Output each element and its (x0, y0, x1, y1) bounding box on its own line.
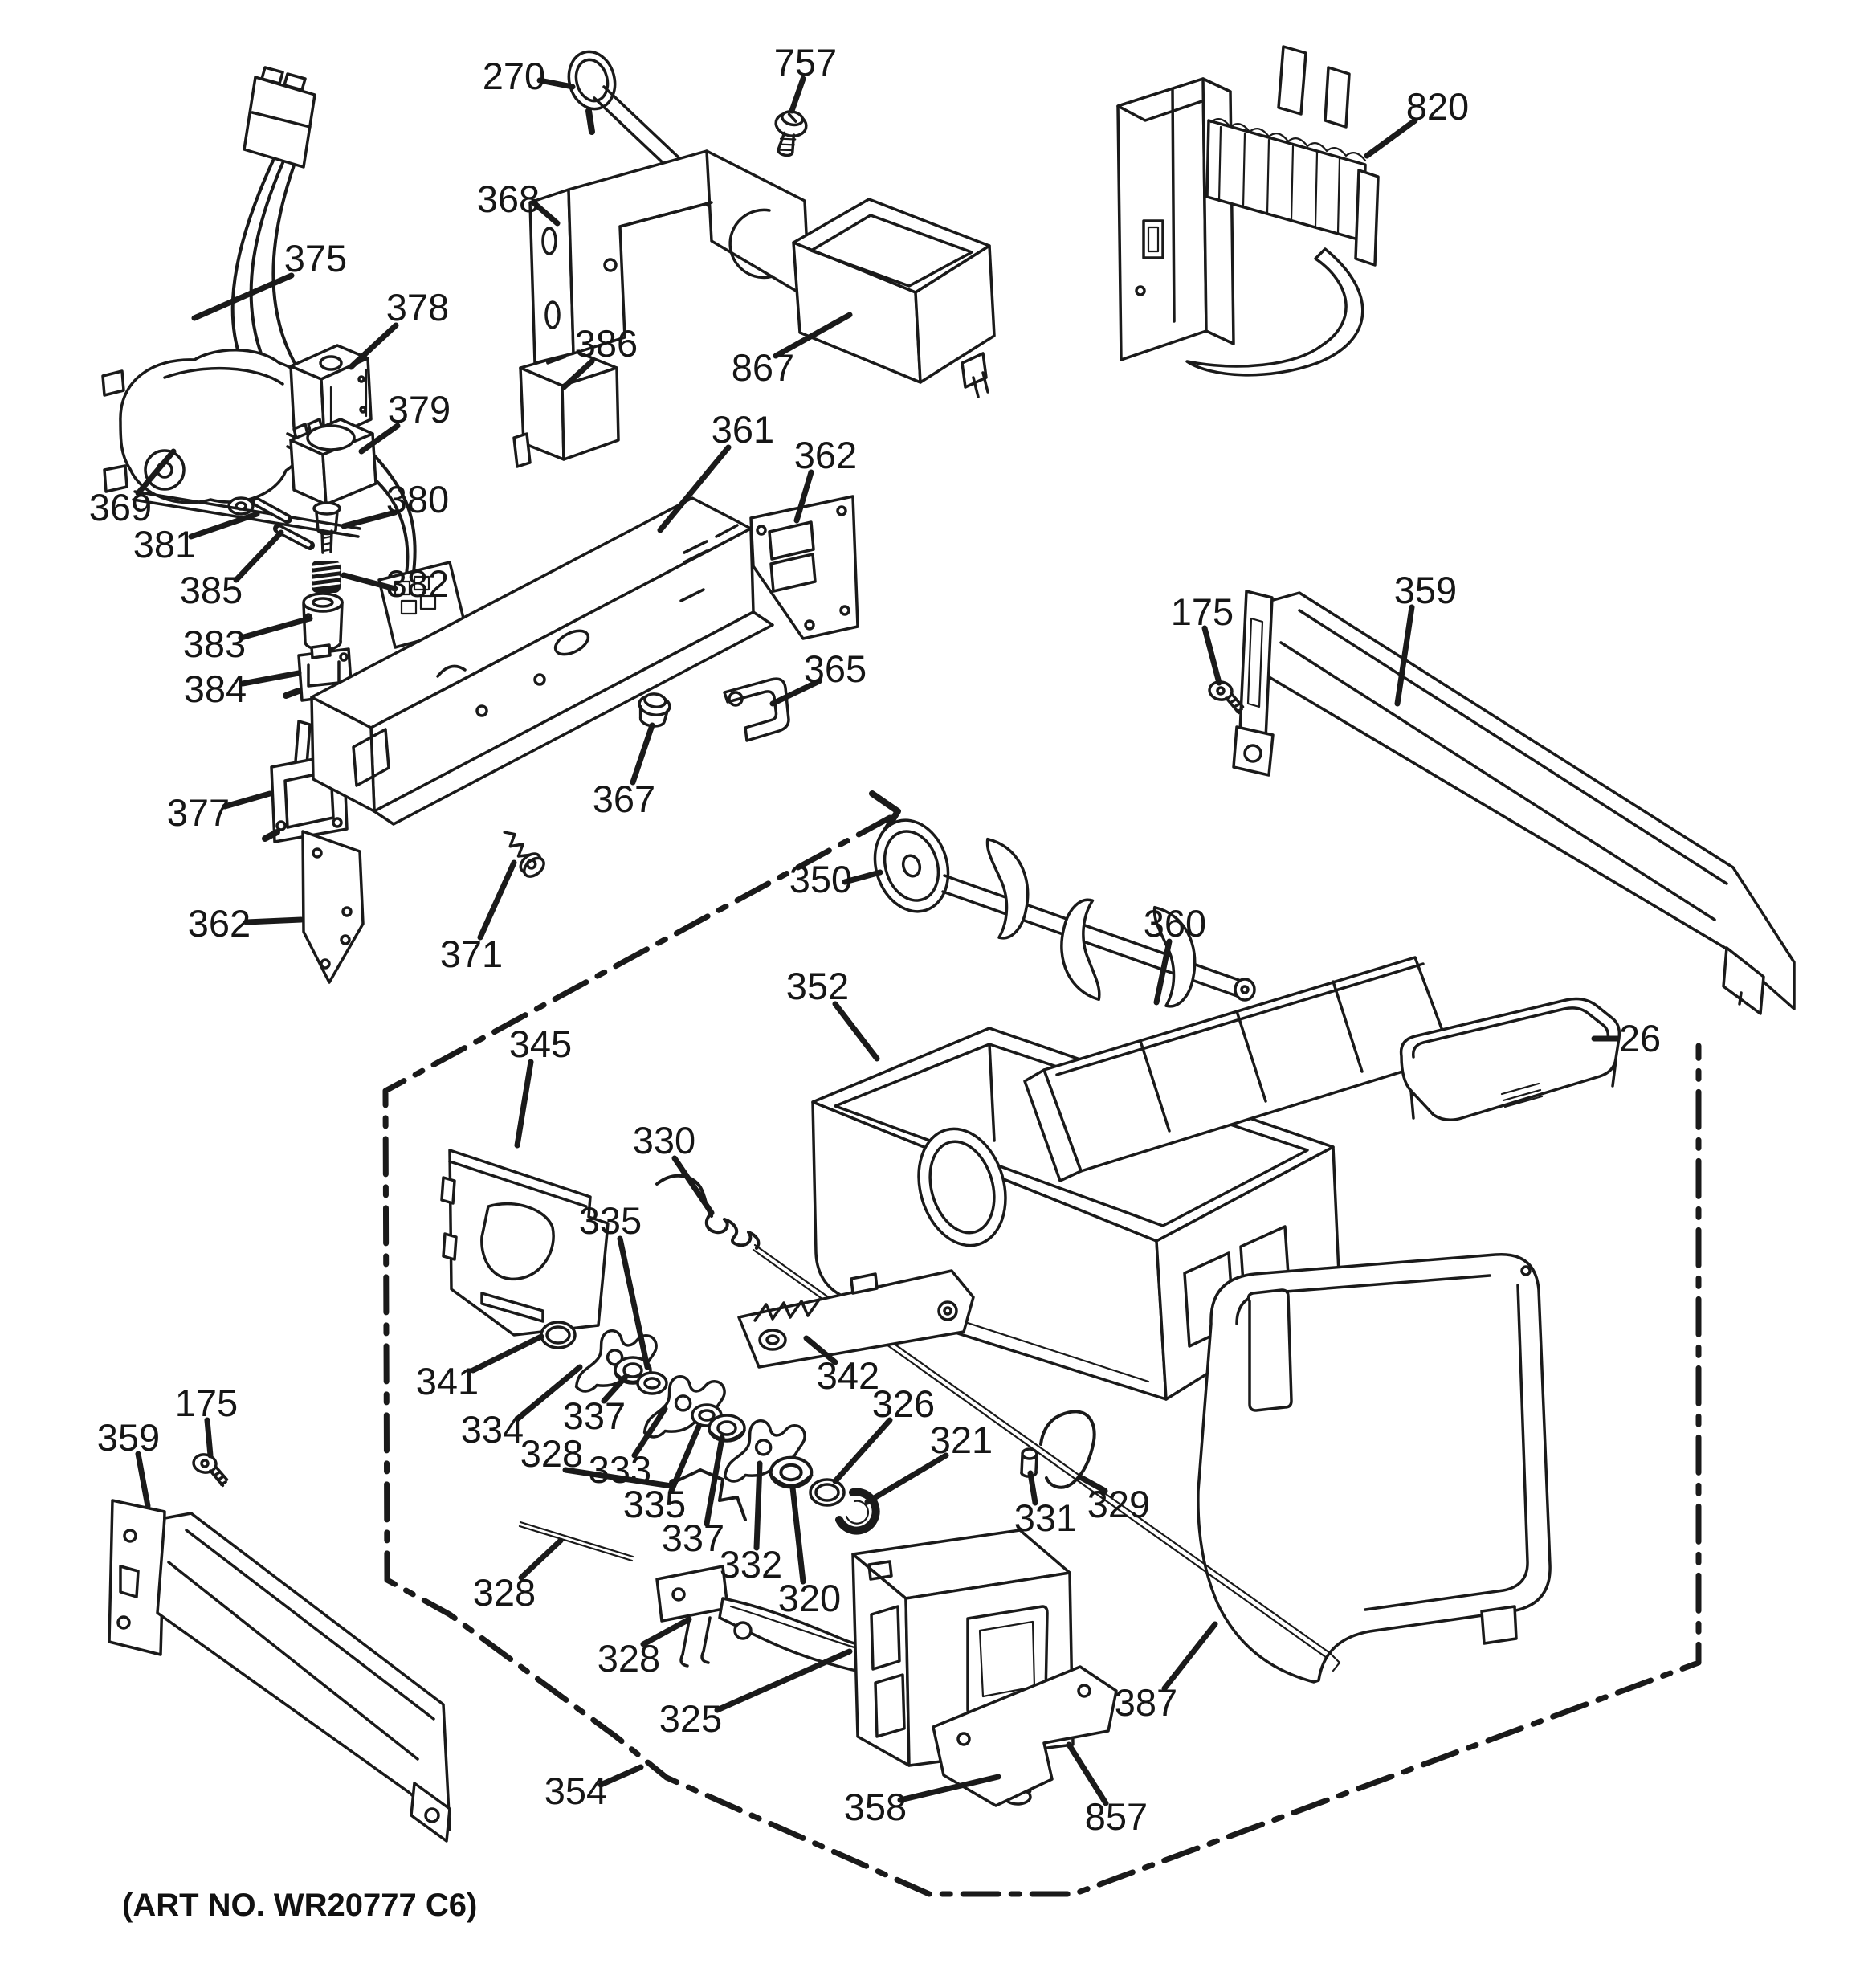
part-number-label: 352 (785, 965, 850, 1007)
part-number-label: 341 (415, 1360, 479, 1402)
leader-line (633, 725, 652, 782)
part-rod-328b (520, 1522, 633, 1561)
part-number-label: 342 (816, 1354, 880, 1397)
leader-line (191, 514, 257, 537)
part-callout-320 (778, 1488, 841, 1619)
part-callout-384 (184, 667, 299, 710)
part-number-label: 328 (520, 1432, 584, 1475)
part-number-label: 328 (597, 1637, 661, 1680)
part-callout-362 (188, 902, 301, 945)
part-callout-270 (483, 55, 573, 97)
part-callout-375 (194, 237, 347, 318)
part-callout-175 (1171, 590, 1234, 683)
part-oring-341 (541, 1322, 575, 1348)
leader-line (793, 1488, 803, 1582)
part-oring-326 (810, 1480, 844, 1505)
part-callout-341 (416, 1337, 541, 1402)
part-callout-345 (509, 1023, 572, 1145)
part-plunger-380 (314, 503, 340, 553)
part-clip-365 (724, 679, 789, 741)
part-number-label: 359 (96, 1416, 161, 1459)
part-number-label: 345 (508, 1023, 573, 1065)
part-spring-382 (312, 561, 341, 593)
part-number-label: 330 (632, 1119, 696, 1161)
part-number-label: 371 (439, 933, 504, 975)
part-bin-867 (793, 199, 994, 397)
part-panel-345 (442, 1150, 608, 1335)
part-number-label: 337 (562, 1394, 626, 1437)
part-callout-350 (789, 858, 880, 900)
part-rail-359-right (1234, 591, 1794, 1014)
part-callout-379 (361, 388, 451, 451)
part-cover-387 (1198, 1255, 1550, 1682)
part-callout-757 (774, 41, 837, 111)
part-bracket-368 (530, 151, 810, 363)
leader-line (241, 618, 310, 638)
part-number-label: 360 (1143, 902, 1207, 945)
leader-line (138, 1454, 148, 1506)
part-number-label: 354 (544, 1770, 608, 1812)
part-actuator-342 (739, 1271, 973, 1367)
part-screw-757 (769, 108, 809, 158)
leader-line (247, 920, 301, 922)
part-number-label: 369 (88, 486, 153, 529)
part-number-label: 331 (1014, 1496, 1078, 1539)
part-callout-328 (598, 1619, 689, 1680)
part-callout-367 (593, 725, 655, 820)
part-number-label: 361 (711, 408, 775, 451)
part-callout-387 (1115, 1624, 1215, 1724)
part-callout-354 (544, 1767, 641, 1812)
part-bolt-367 (637, 692, 671, 728)
part-number-label: 383 (182, 623, 247, 665)
part-number-label: 757 (773, 41, 838, 84)
part-callout-328 (473, 1541, 561, 1614)
part-number-label: 867 (731, 346, 795, 389)
part-callout-371 (440, 863, 514, 975)
leader-line (207, 1420, 210, 1455)
part-number-label: 381 (133, 523, 197, 565)
leader-line (867, 1455, 946, 1502)
part-number-label: 368 (476, 178, 540, 220)
leader-line (236, 533, 281, 580)
part-number-label: 382 (385, 562, 450, 605)
part-number-label: 335 (622, 1483, 687, 1525)
leader-line (243, 673, 299, 684)
part-callout-352 (786, 965, 877, 1059)
part-number-label: 384 (183, 667, 247, 710)
part-callout-383 (183, 618, 310, 665)
part-number-label: 820 (1405, 85, 1470, 128)
part-callout-359 (97, 1416, 160, 1506)
part-number-label: 175 (1170, 590, 1234, 633)
part-callout-378 (351, 286, 449, 367)
part-number-label: 350 (789, 858, 853, 900)
part-number-label: 378 (385, 286, 450, 329)
part-number-label: 270 (482, 55, 546, 97)
leader-line (473, 1337, 541, 1370)
part-callout-377 (167, 791, 270, 834)
part-number-label: 380 (385, 478, 450, 520)
part-number-label: 857 (1084, 1795, 1148, 1838)
part-number-label: 334 (460, 1408, 524, 1451)
part-number-label: 359 (1393, 569, 1458, 611)
part-callout-382 (344, 562, 449, 605)
part-callout-857 (1069, 1745, 1148, 1838)
parts-artwork (103, 47, 1794, 1894)
leader-line (757, 1463, 760, 1548)
part-callout-358 (844, 1777, 998, 1828)
leader-line (517, 1062, 531, 1145)
part-number-label: 379 (387, 388, 451, 431)
part-bushing-320 (771, 1458, 812, 1488)
part-callout-175 (175, 1382, 238, 1455)
part-number-label: 385 (179, 569, 243, 611)
part-number-label: 387 (1114, 1681, 1178, 1724)
part-pin-381 (255, 501, 288, 519)
leader-line (835, 1004, 877, 1059)
part-number-label: 386 (574, 322, 638, 365)
part-number-label: 321 (929, 1419, 993, 1461)
part-number-label: 329 (1087, 1483, 1151, 1525)
part-number-label: 333 (588, 1448, 652, 1491)
part-number-label: 320 (777, 1577, 842, 1619)
part-callout-820 (1367, 85, 1469, 156)
part-screw-371 (496, 825, 548, 880)
part-number-label: 367 (592, 778, 656, 820)
part-callout-365 (773, 647, 867, 704)
part-plate-362-right (751, 496, 858, 639)
part-number-label: 335 (578, 1199, 642, 1242)
leader-line (792, 79, 803, 111)
leader-line (707, 1438, 722, 1524)
leader-line (1205, 628, 1219, 683)
part-auger-350 (863, 794, 1254, 1008)
part-number-label: 326 (871, 1382, 936, 1425)
part-number-label: 332 (719, 1543, 783, 1586)
part-hook-329 (1041, 1411, 1095, 1487)
part-ice-maker-820 (1118, 47, 1378, 375)
part-number-label: 325 (659, 1697, 723, 1740)
part-number-label: 358 (843, 1786, 907, 1828)
part-bushing-337b (709, 1415, 744, 1441)
leader-line (835, 1420, 890, 1481)
part-callout-330 (633, 1119, 712, 1213)
leader-line (351, 325, 396, 367)
leader-line (1164, 1624, 1215, 1688)
leader-line (671, 1427, 699, 1491)
leader-line (225, 794, 270, 806)
part-plate-362-left (303, 831, 363, 982)
part-callout-329 (1082, 1478, 1150, 1525)
part-washer-335a (638, 1373, 667, 1394)
part-number-label: 362 (793, 434, 858, 476)
part-number-label: 362 (187, 902, 251, 945)
part-number-label: 377 (166, 791, 230, 834)
leader-line (675, 1158, 712, 1213)
part-rail-359-left (109, 1500, 450, 1841)
part-callout-326 (835, 1382, 935, 1481)
part-support-channel-361 (312, 498, 773, 824)
part-callout-332 (720, 1463, 782, 1586)
leader-line (717, 1651, 850, 1710)
part-number-label: 337 (661, 1517, 725, 1559)
part-callout-867 (732, 315, 850, 389)
leader-line (480, 863, 514, 937)
part-number-label: 328 (472, 1571, 536, 1614)
part-bearing-cylinder-383 (304, 594, 342, 650)
part-number-label: 175 (174, 1382, 239, 1424)
art-number: (ART NO. WR20777 C6) (122, 1888, 478, 1923)
part-callout-331 (1014, 1473, 1077, 1539)
part-number-label: 26 (1618, 1017, 1662, 1059)
part-number-label: 375 (283, 237, 348, 280)
part-callout-321 (867, 1419, 993, 1502)
part-number-label: 365 (803, 647, 867, 690)
